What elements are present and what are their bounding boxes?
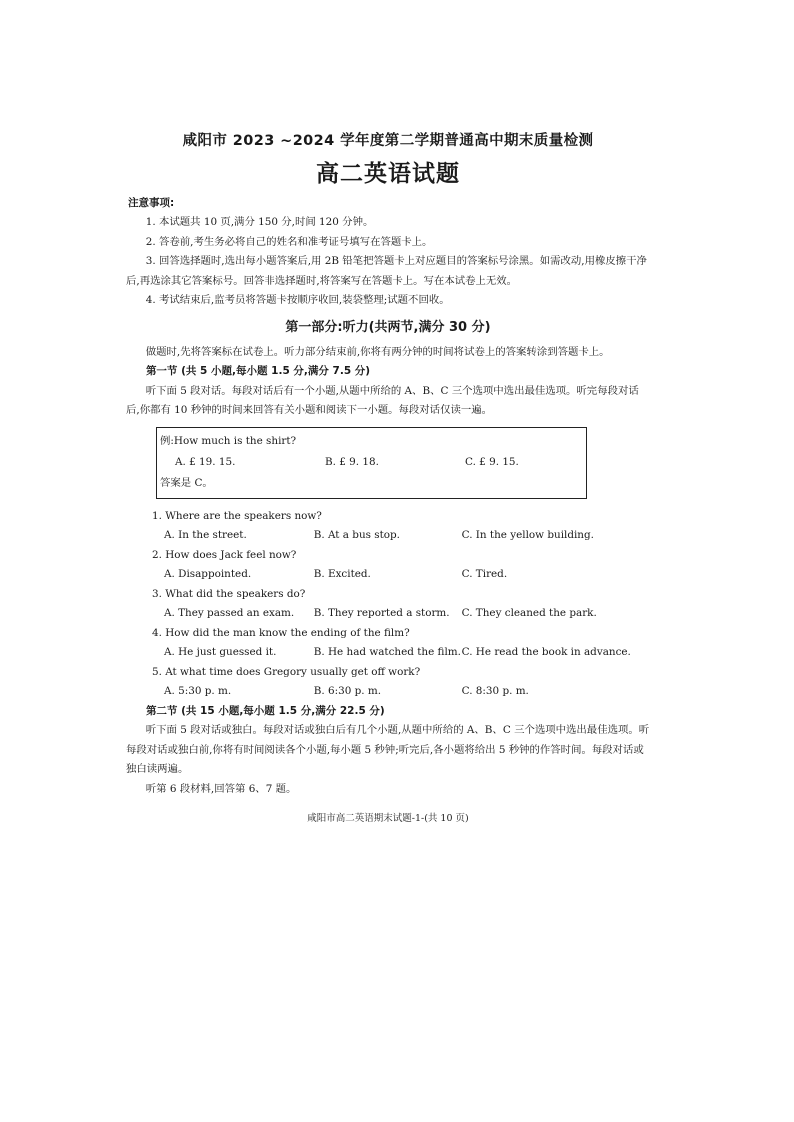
option-c: C. They cleaned the park. (461, 607, 597, 619)
example-option-c: C. £ 9. 15. (465, 455, 519, 468)
notice-item-4: 4. 考试结束后,监考员将答题卡按顺序收回,装袋整理;试题不回收。 (145, 294, 450, 306)
question-1 (126, 507, 650, 546)
question-options (164, 643, 650, 663)
option-c: C. Tired. (461, 568, 508, 580)
page-footer: 咸阳市高二英语期末试题-1-(共 10 页) (307, 813, 469, 824)
question-5 (126, 663, 650, 702)
section1-instructions: 听下面 5 段对话。每段对话后有一个小题,从题中所给的 A、B、C 三个选项中选出最佳选项。听完每段对话后,你都有 10 秒钟的时间来回答有关小题和阅读下一小题。每段对话仅读一遍。 (126, 384, 639, 416)
exam-title: 高二英语试题 (316, 160, 460, 187)
option-b: B. 6:30 p. m. (313, 685, 382, 697)
question-4 (126, 624, 650, 663)
question-text: 3. What did the speakers do? (152, 587, 306, 600)
question-text: 4. How did the man know the ending of the film? (152, 626, 410, 639)
example-answer: 答案是 C。 (160, 476, 213, 489)
question-text: 2. How does Jack feel now? (152, 548, 297, 561)
example-box (156, 427, 587, 499)
option-c: C. He read the book in advance. (461, 646, 631, 658)
option-a: A. He just guessed it. (164, 646, 277, 658)
option-b: B. At a bus stop. (313, 529, 400, 541)
option-a: A. They passed an exam. (164, 607, 295, 619)
question-options (164, 682, 650, 702)
section2-instructions: 听下面 5 段对话或独白。每段对话或独白后有几个小题,从题中所给的 A、B、C 三个选项中选出最佳选项。听每段对话或独白前,你将有时间阅读各个小题,每小题 5 秒钟;听完后,各小题将给出 5 秒钟的作答时间。每段对话或独白读两遍。 (126, 724, 650, 775)
notice-item-2: 2. 答卷前,考生务必将自己的姓名和准考证号填写在答题卡上。 (145, 235, 433, 248)
example-option-b: B. £ 9. 18. (325, 455, 379, 468)
example-options (160, 452, 580, 473)
option-a: A. Disappointed. (164, 568, 252, 580)
notice-item-1: 1. 本试题共 10 页,满分 150 分,时间 120 分钟。 (145, 216, 374, 228)
exam-name: 咸阳市 2023 ~2024 学年度第二学期普通高中期末质量检测 (182, 133, 594, 149)
question-options (164, 526, 650, 546)
example-option-a: A. £ 19. 15. (175, 455, 236, 468)
option-b: B. Excited. (313, 568, 371, 580)
option-a: A. In the street. (164, 529, 247, 541)
question-2 (126, 546, 650, 585)
option-a: A. 5:30 p. m. (164, 685, 232, 697)
option-b: B. They reported a storm. (313, 607, 450, 619)
option-c: C. 8:30 p. m. (461, 685, 529, 697)
notice-item-3: 3. 回答选择题时,选出每小题答案后,用 2B 铅笔把答题卡上对应题目的答案标号涂黑。如需改动,用橡皮擦干净后,再选涂其它答案标号。回答非选择题时,将答案写在答题卡上。写在本试卷上无效。 (126, 255, 647, 287)
example-question: 例:How much is the shirt? (160, 434, 297, 447)
notice-heading: 注意事项: (128, 196, 175, 209)
question-text: 1. Where are the speakers now? (152, 509, 322, 522)
option-c: C. In the yellow building. (461, 529, 594, 541)
section2-heading: 第二节 (共 15 小题,每小题 1.5 分,满分 22.5 分) (145, 704, 385, 717)
section2-lead: 听第 6 段材料,回答第 6、7 题。 (145, 782, 297, 795)
section1-heading: 第一节 (共 5 小题,每小题 1.5 分,满分 7.5 分) (145, 365, 371, 377)
question-text: 5. At what time does Gregory usually get off work? (152, 665, 421, 678)
question-3 (126, 585, 650, 624)
option-b: B. He had watched the film. (313, 646, 461, 658)
question-options (164, 565, 650, 585)
exam-sheet (126, 128, 650, 829)
part1-title: 第一部分:听力(共两节,满分 30 分) (285, 319, 491, 335)
part1-intro: 做题时,先将答案标在试卷上。听力部分结束前,你将有两分钟的时间将试卷上的答案转涂到答题卡上。 (145, 345, 610, 358)
question-options (164, 604, 650, 624)
